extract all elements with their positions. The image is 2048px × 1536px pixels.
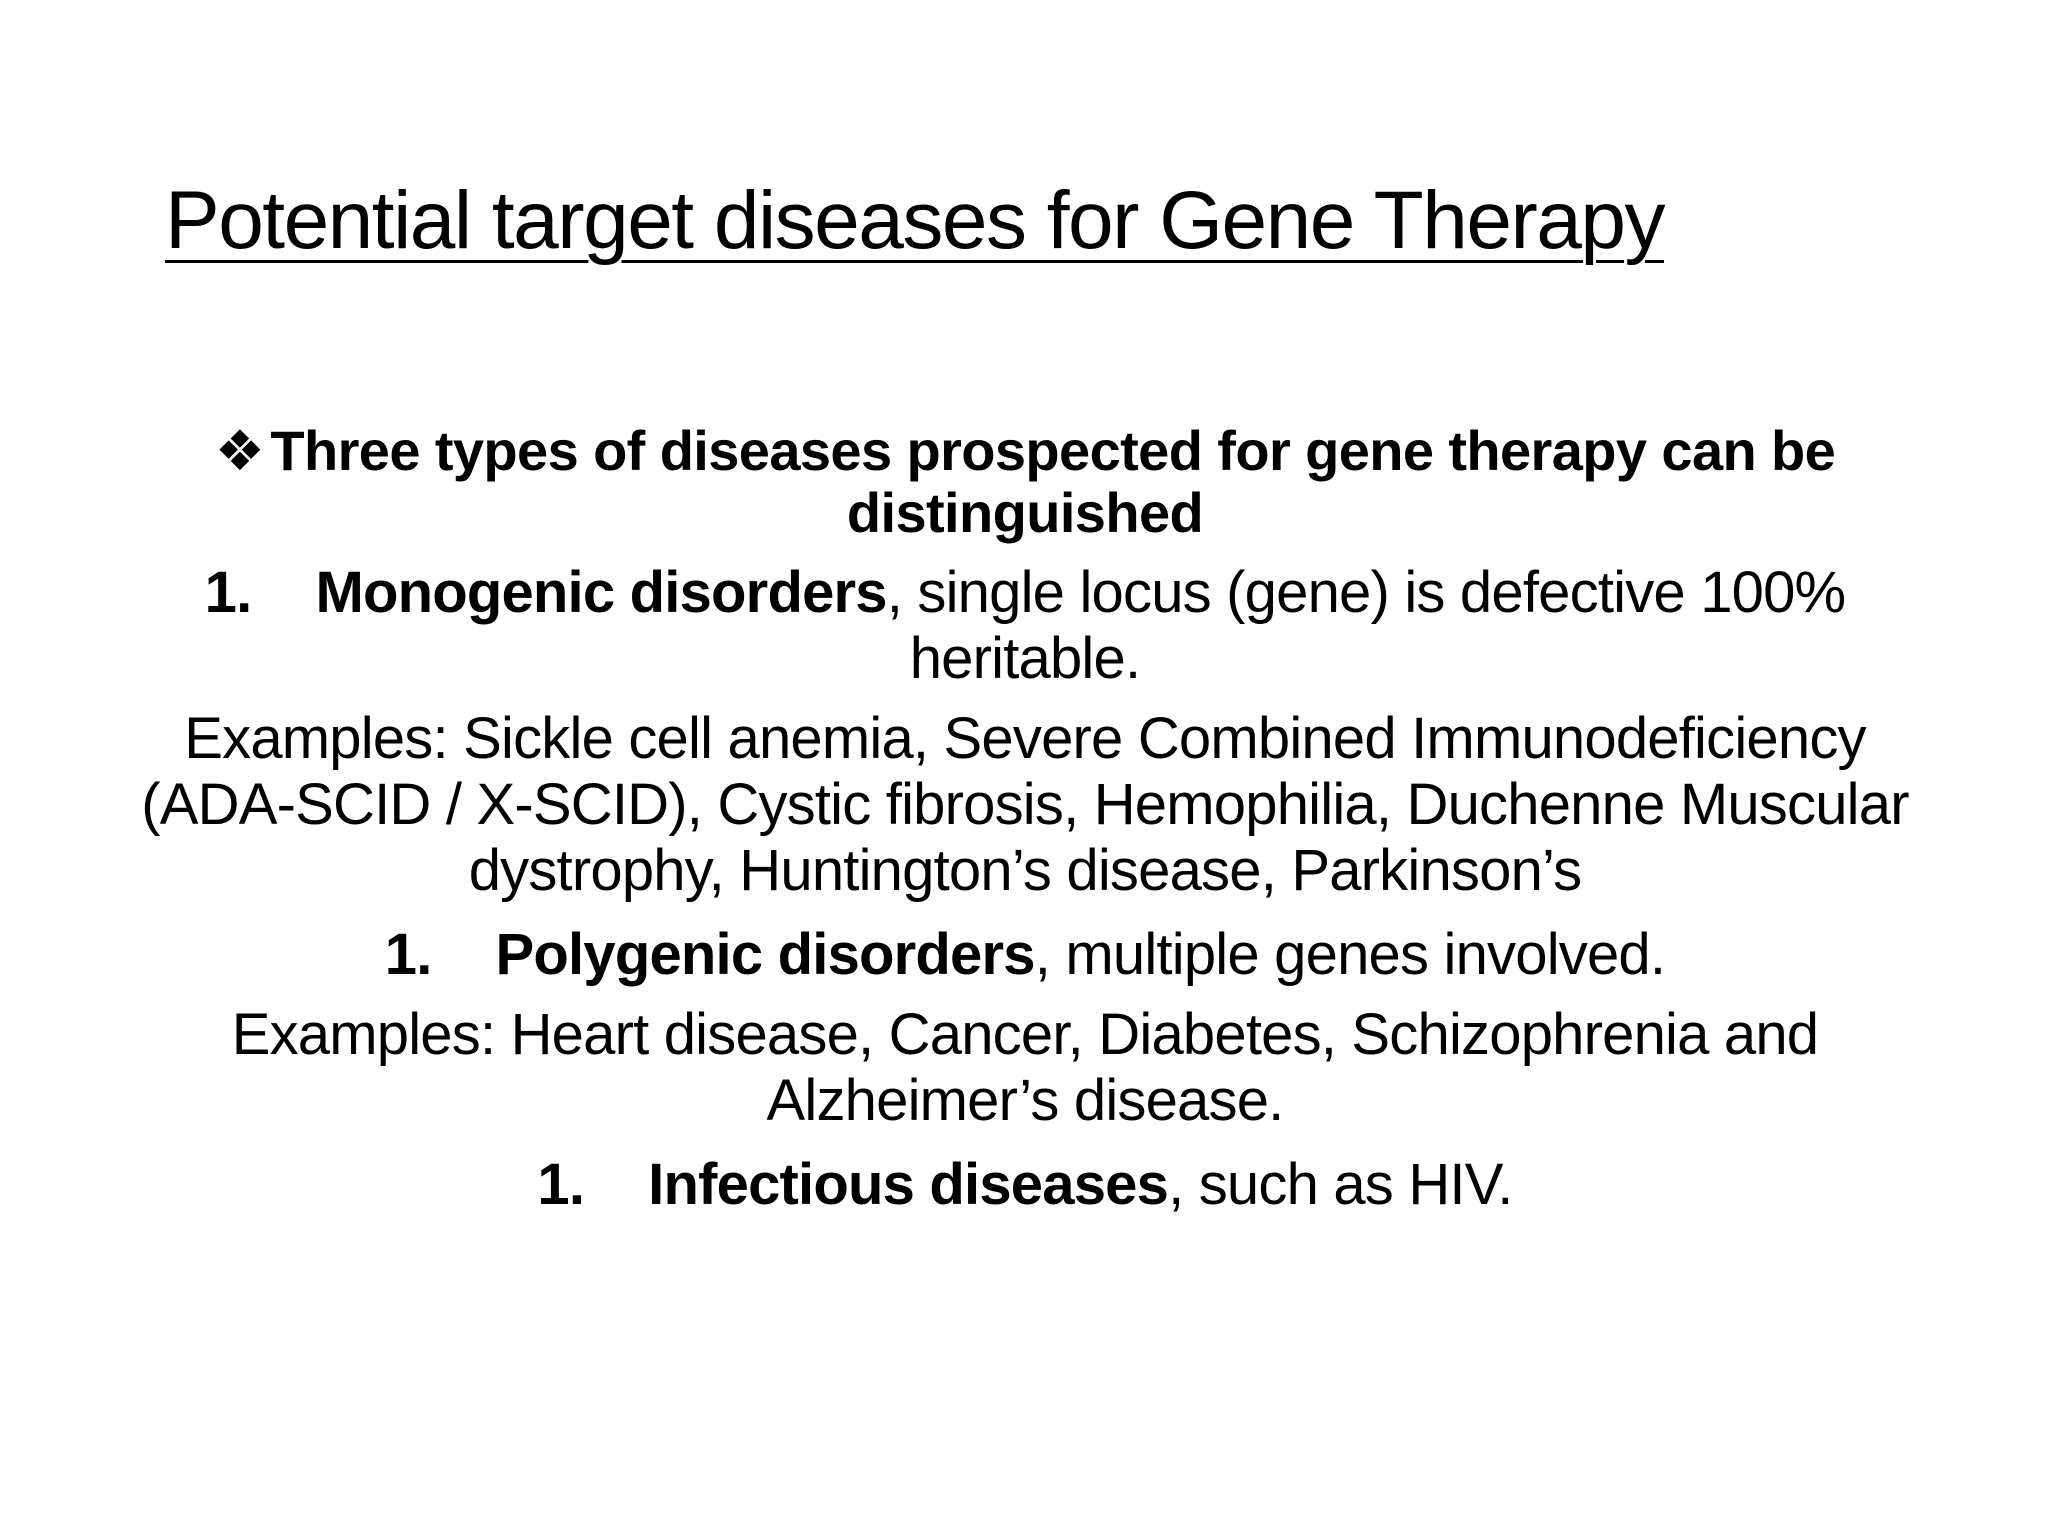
list-item-monogenic: [140, 560, 1910, 692]
slide-title: Potential target diseases for Gene Therapy: [165, 175, 1664, 266]
item-description: , single locus (gene) is defective 100% heritable.: [886, 560, 1846, 691]
four-diamond-bullet-icon: ❖: [214, 419, 265, 482]
examples-monogenic: Examples: Sickle cell anemia, Severe Combined Immunodeficiency (ADA-SCID / X-SCID), Cystic fibrosis, Hemophilia, Duchenne Muscular dystrophy, Huntington’s disease, Parkinson’s: [141, 706, 1909, 903]
item-number: 1.: [204, 560, 252, 625]
examples-polygenic: Examples: Heart disease, Cancer, Diabetes, Schizophrenia and Alzheimer’s disease.: [231, 1002, 1819, 1133]
list-item-infectious: [140, 1152, 1910, 1218]
list-item-polygenic: [140, 922, 1910, 988]
lead-text: Three types of diseases prospected for gene therapy can be distinguished: [270, 419, 1836, 544]
item-term: Monogenic disorders: [315, 560, 887, 625]
item-number: 1.: [537, 1152, 585, 1217]
item-description: , such as HIV.: [1168, 1152, 1513, 1217]
item-number: 1.: [384, 922, 432, 987]
lead-paragraph: [140, 420, 1910, 544]
item-term: Polygenic disorders: [495, 922, 1035, 987]
slide-content: [140, 420, 1910, 1232]
item-term: Infectious diseases: [648, 1152, 1169, 1217]
item-description: , multiple genes involved.: [1034, 922, 1666, 987]
